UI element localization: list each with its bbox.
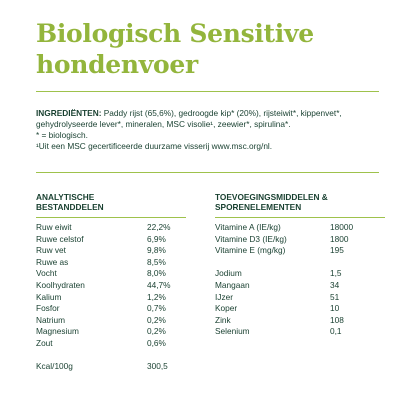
additives-heading <box>215 192 385 214</box>
row-name: Vitamine E (mg/kg) <box>215 245 286 256</box>
row-value: 18000 <box>330 222 354 232</box>
row-value: 1,5 <box>330 268 342 279</box>
row-value: 10 <box>330 303 340 314</box>
row-value: 108 <box>330 314 344 325</box>
row-name: Jodium <box>215 268 242 279</box>
row-value: 22,2% <box>147 222 171 232</box>
table-row <box>215 280 385 292</box>
row-value: 0,2% <box>147 326 166 337</box>
section-divider <box>36 172 379 173</box>
row-value: 6,9% <box>147 233 166 244</box>
additives-heading-underline <box>215 217 385 218</box>
energy-label: Kcal/100g <box>36 361 73 372</box>
row-name: Ruw eiwit <box>36 222 72 232</box>
ingredients-footnote-msc: ¹Uit een MSC gecertificeerde duurzame visserij www.msc.org/nl. <box>36 141 273 151</box>
table-row <box>36 292 186 304</box>
table-row <box>36 315 186 327</box>
table-row <box>36 257 186 269</box>
row-value: 8,0% <box>147 268 166 279</box>
title-divider <box>36 91 379 92</box>
row-name: Magnesium <box>36 326 79 337</box>
table-row <box>36 222 186 234</box>
row-value: 34 <box>330 279 340 290</box>
row-value: 8,5% <box>147 256 166 267</box>
ingredients-line-1 <box>36 108 381 119</box>
ingredients-text: Paddy rijst (65,6%), gedroogde kip* (20%), rijsteiwit*, kippenvet*, <box>101 108 342 118</box>
row-value: 0,2% <box>147 314 166 325</box>
row-value: 0,1 <box>330 326 342 337</box>
title-line-1: Biologisch Sensitive <box>36 19 314 48</box>
row-name: Ruw vet <box>36 245 66 256</box>
analytical-heading-line-2: BESTANDDELEN <box>36 202 104 212</box>
row-spacer <box>36 350 186 362</box>
table-row <box>36 303 186 315</box>
row-name: Ruwe celstof <box>36 233 84 244</box>
row-value: 51 <box>330 291 340 302</box>
row-name: Vitamine D3 (IE/kg) <box>215 233 287 244</box>
row-value: 1800 <box>330 233 349 244</box>
row-name: Zout <box>36 337 53 348</box>
row-name: Fosfor <box>36 303 60 314</box>
row-value: 195 <box>330 245 344 256</box>
row-name: Selenium <box>215 326 250 337</box>
row-name: Vitamine A (IE/kg) <box>215 222 281 232</box>
ingredients-block <box>36 108 381 152</box>
table-row <box>36 280 186 292</box>
row-name: Kalium <box>36 291 62 302</box>
row-spacer <box>215 257 385 269</box>
row-name: Mangaan <box>215 279 250 290</box>
analytical-heading <box>36 192 186 214</box>
table-row <box>215 315 385 327</box>
table-row <box>36 245 186 257</box>
table-row <box>36 268 186 280</box>
table-row <box>215 268 385 280</box>
row-name: Koolhydraten <box>36 279 85 290</box>
row-value: 0,6% <box>147 337 166 348</box>
row-name: Vocht <box>36 268 57 279</box>
row-value: 9,8% <box>147 245 166 256</box>
additives-heading-line-2: SPORENELEMENTEN <box>215 202 302 212</box>
title-line-2: hondenvoer <box>36 50 198 79</box>
table-row <box>215 292 385 304</box>
ingredients-label: INGREDIËNTEN: <box>36 108 102 118</box>
row-value: 44,7% <box>147 279 171 290</box>
analytical-heading-line-1: ANALYTISCHE <box>36 192 95 202</box>
table-row <box>215 222 385 234</box>
row-value: 0,7% <box>147 303 166 314</box>
row-name: Natrium <box>36 314 66 325</box>
page-title <box>36 18 376 80</box>
table-row <box>36 338 186 350</box>
row-name: IJzer <box>215 291 233 302</box>
analytical-heading-underline <box>36 217 186 218</box>
ingredients-footnote-organic: * = biologisch. <box>36 130 88 140</box>
table-row <box>36 326 186 338</box>
row-value: 1,2% <box>147 291 166 302</box>
table-row <box>36 234 186 246</box>
table-row <box>215 234 385 246</box>
additives-section <box>215 192 385 338</box>
energy-value: 300,5 <box>147 361 168 372</box>
table-row <box>215 326 385 338</box>
table-row <box>215 303 385 315</box>
row-name: Ruwe as <box>36 256 69 267</box>
row-name: Zink <box>215 314 231 325</box>
row-name: Koper <box>215 303 238 314</box>
ingredients-line-2: gehydrolyseerde lever*, mineralen, MSC visolie¹, zeewier*, spirulina*. <box>36 119 291 129</box>
energy-row <box>36 361 186 373</box>
additives-heading-line-1: TOEVOEGINGSMIDDELEN & <box>215 192 328 202</box>
analytical-section <box>36 192 186 373</box>
table-row <box>215 245 385 257</box>
